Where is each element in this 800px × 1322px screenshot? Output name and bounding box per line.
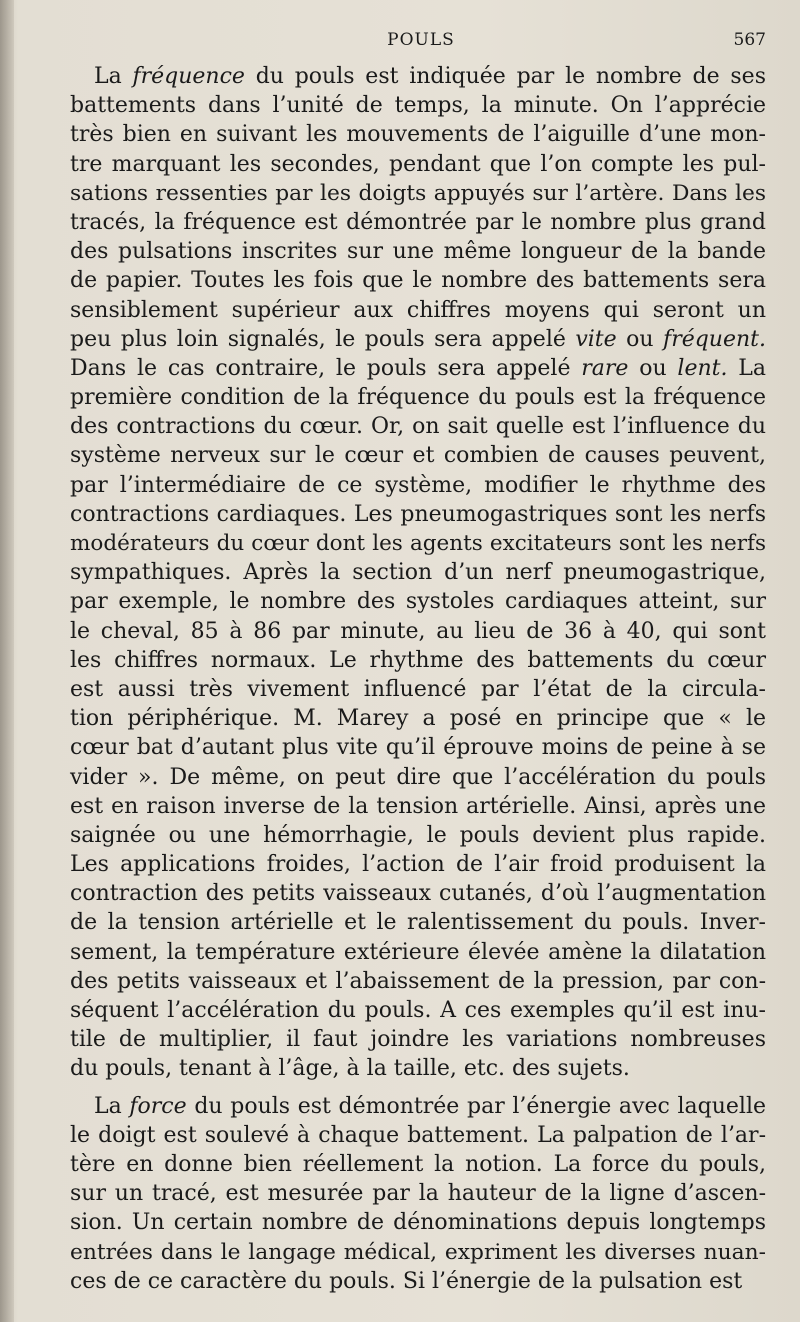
text-line	[70, 1121, 766, 1150]
text-run: modérateurs du cœur dont les agents excitateurs sont les nerfs	[70, 531, 766, 556]
italic-term: vite	[575, 326, 617, 352]
text-line	[70, 237, 766, 266]
text-line	[70, 617, 766, 646]
text-line	[70, 179, 766, 208]
text-run: ou	[616, 326, 664, 352]
text-run: est en raison inverse de la tension artérielle. Ainsi, après une	[70, 793, 766, 819]
text-run: des petits vaisseaux et l’abaissement de la pression, par con-	[70, 968, 766, 994]
text-line	[70, 879, 766, 908]
text-line	[70, 441, 766, 470]
text-run: est aussi très vivement influencé par l’état de la circula-	[70, 676, 766, 702]
text-run: tion périphérique. M. Marey a posé en principe que « le	[70, 706, 766, 732]
text-line	[70, 733, 766, 762]
text-run: le doigt est soulevé à chaque battement. La palpation de l’ar-	[70, 1122, 766, 1148]
text-run: Les applications froides, l’action de l’air froid produisent la	[70, 852, 766, 878]
text-line	[70, 938, 766, 967]
text-run: saignée ou une hémorrhagie, le pouls devient plus rapide.	[70, 822, 766, 848]
text-run: tile de multiplier, il faut joindre les variations nombreuses	[70, 1027, 766, 1053]
text-line	[70, 325, 766, 354]
text-line	[70, 587, 766, 616]
text-run: les chiffres normaux. Le rhythme des battements du cœur	[70, 647, 766, 673]
text-line	[70, 792, 766, 821]
text-line	[70, 500, 766, 529]
text-line	[70, 529, 766, 558]
page-header	[76, 30, 766, 58]
text-line	[70, 1054, 766, 1083]
italic-term: rare	[581, 355, 629, 381]
italic-term: fréquence	[132, 64, 245, 89]
text-run: contractions cardiaques. Les pneumogastriques sont les nerfs	[70, 501, 766, 527]
text-line	[70, 821, 766, 850]
text-run: cœur bat d’autant plus vite qu’il éprouve moins de peine à se	[70, 735, 766, 761]
text-line	[70, 1238, 766, 1267]
text-run: sations ressenties par les doigts appuyés sur l’artère. Dans les	[70, 180, 766, 206]
text-line	[70, 1179, 766, 1208]
text-run: de papier. Toutes les fois que le nombre des battements sera	[70, 268, 766, 294]
book-spine-shadow	[0, 0, 14, 1322]
text-run: ou	[628, 355, 678, 381]
text-line	[70, 675, 766, 704]
text-run: contraction des petits vaisseaux cutanés, d’où l’augmentation	[70, 881, 766, 907]
text-run: tracés, la fréquence est démontrée par le nombre plus grand	[70, 209, 766, 235]
text-run: vider ». De même, on peut dire que l’accélération du pouls	[70, 764, 766, 790]
text-run: tre marquant les secondes, pendant que l’on compte les pul-	[70, 151, 766, 177]
text-run: La	[94, 1093, 130, 1119]
text-line	[70, 1150, 766, 1179]
text-line	[70, 120, 766, 149]
text-run: par exemple, le nombre des systoles cardiaques atteint, sur	[70, 589, 766, 615]
text-run: La	[727, 355, 766, 381]
text-run: entrées dans le langage médical, expriment les diverses nuan-	[70, 1239, 766, 1265]
italic-term: force	[129, 1093, 187, 1119]
text-line	[70, 1092, 766, 1121]
text-run: sensiblement supérieur aux chiffres moyens qui seront un	[70, 297, 766, 323]
text-line	[70, 266, 766, 295]
running-title: POULS	[387, 30, 455, 50]
text-run: battements dans l’unité de temps, la minute. On l’apprécie	[70, 93, 766, 119]
text-line	[70, 763, 766, 792]
text-line	[70, 412, 766, 441]
text-line	[70, 967, 766, 996]
text-line	[70, 354, 766, 383]
text-run: tère en donne bien réellement la notion. La force du pouls,	[70, 1151, 766, 1177]
text-run: du pouls, tenant à l’âge, à la taille, etc. des sujets.	[70, 1056, 630, 1082]
text-run: très bien en suivant les mouvements de l’aiguille d’une mon-	[70, 122, 766, 148]
text-run: de la tension artérielle et le ralentissement du pouls. Inver-	[70, 910, 766, 936]
text-run: sur un tracé, est mesurée par la hauteur de la ligne d’ascen-	[70, 1181, 766, 1207]
paragraph	[70, 62, 766, 1084]
text-run: du pouls est démontrée par l’énergie avec laquelle	[186, 1093, 767, 1119]
paragraph-gap	[70, 1084, 766, 1092]
text-run: des pulsations inscrites sur une même longueur de la bande	[70, 239, 766, 265]
text-line	[70, 1208, 766, 1237]
text-line	[70, 296, 766, 325]
text-line	[70, 558, 766, 587]
text-run: séquent l’accélération du pouls. A ces exemples qu’il est inu-	[70, 998, 766, 1023]
body-text	[70, 62, 766, 1296]
text-line	[70, 996, 766, 1025]
text-line	[70, 1025, 766, 1054]
text-line	[70, 850, 766, 879]
text-line	[70, 383, 766, 412]
text-run: ces de ce caractère du pouls. Si l’énergie de la pulsation est	[70, 1268, 743, 1294]
text-run: sement, la température extérieure élevée amène la dilatation	[70, 939, 766, 965]
italic-term: fréquent.	[663, 326, 766, 352]
paragraph	[70, 1092, 766, 1296]
italic-term: lent.	[677, 355, 728, 381]
page-number: 567	[733, 30, 766, 50]
text-run: système nerveux sur le cœur et combien de causes peuvent,	[70, 443, 766, 469]
text-line	[70, 646, 766, 675]
text-run: du pouls est indiquée par le nombre de ses	[244, 64, 766, 89]
text-run: première condition de la fréquence du pouls est la fréquence	[70, 385, 766, 411]
text-run: le cheval, 85 à 86 par minute, au lieu de 36 à 40, qui sont	[70, 618, 766, 644]
text-line	[70, 91, 766, 120]
text-line	[70, 208, 766, 237]
text-run: sion. Un certain nombre de dénominations depuis longtemps	[70, 1210, 766, 1236]
text-run: Dans le cas contraire, le pouls sera appelé	[70, 355, 582, 381]
text-line	[70, 1267, 766, 1296]
text-line	[70, 908, 766, 937]
text-run: par l’intermédiaire de ce système, modifier le rhythme des	[70, 472, 766, 498]
text-line	[70, 150, 766, 179]
text-line	[70, 471, 766, 500]
text-run: La	[94, 64, 133, 89]
text-line	[70, 62, 766, 91]
text-line	[70, 704, 766, 733]
text-run: peu plus loin signalés, le pouls sera appelé	[70, 326, 576, 352]
text-run: des contractions du cœur. Or, on sait quelle est l’influence du	[70, 414, 766, 440]
text-run: sympathiques. Après la section d’un nerf pneumogastrique,	[70, 560, 766, 586]
